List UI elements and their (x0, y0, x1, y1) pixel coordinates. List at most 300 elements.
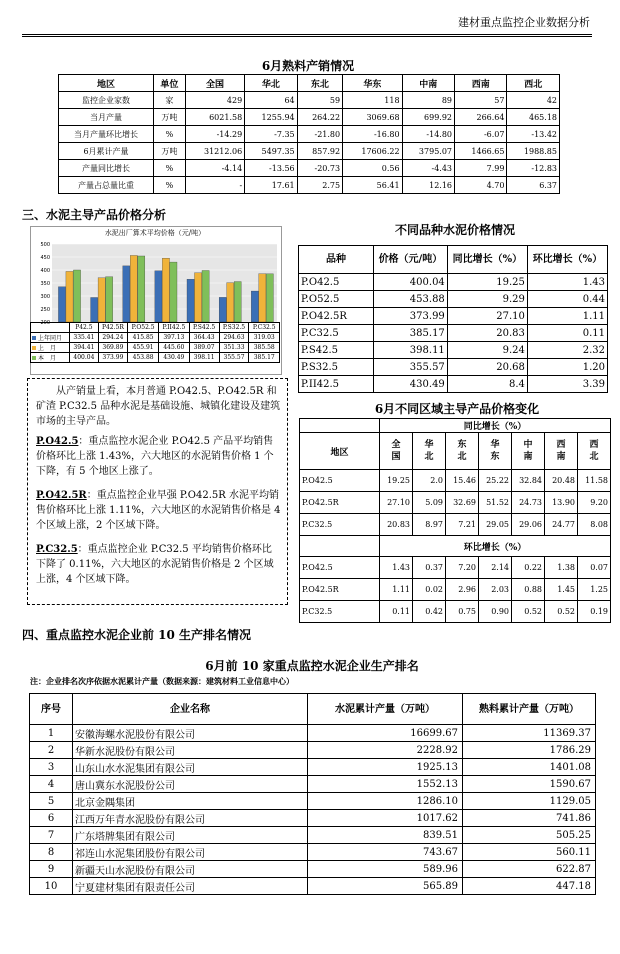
t3-cell: P.O42.5R (300, 579, 380, 601)
table-row (299, 325, 608, 342)
chart-value-cell: 453.88 (128, 353, 159, 363)
chart-value-cell: 373.99 (98, 353, 128, 363)
t3-cell: 0.42 (413, 601, 446, 623)
t1-header-cell: 华东 (343, 75, 402, 92)
t1-cell: 42 (507, 92, 560, 109)
t4-header-cell: 序号 (30, 694, 73, 725)
chart-table-corner (31, 323, 70, 333)
t1-cell: 6021.58 (185, 109, 244, 126)
chart-value-cell: 351.33 (219, 343, 249, 353)
t4-cell: 5 (30, 793, 73, 810)
t3-cell: 25.22 (479, 470, 512, 492)
table-row (59, 143, 560, 160)
t3-empty-cell (300, 536, 380, 557)
t1-cell: 429 (185, 92, 244, 109)
t4-cell: 2228.92 (308, 742, 463, 759)
t3-region-label: 地区 (300, 433, 380, 470)
t3-region-name: 西北 (589, 440, 599, 462)
t3-cell: 0.52 (512, 601, 545, 623)
chart-bar (234, 282, 241, 322)
clinker-table-title: 6月熟料产销情况 (261, 59, 355, 73)
t3-cell: 15.46 (446, 470, 479, 492)
price-chart-title: 水泥出厂算术平均价格（元/吨） (104, 229, 206, 237)
t3-cell: 1.11 (380, 579, 413, 601)
table-row (30, 742, 596, 759)
t1-cell: 1466.65 (455, 143, 507, 160)
chart-bar (73, 270, 80, 322)
note-paragraph-1: 从产销量上看，本月普通 P.O42.5、P.O42.5R 和矿渣 P.C32.5 品种水泥是基础设施、城镇化建设及建筑市场的主导产品。 (36, 386, 281, 427)
t3-cell: 0.88 (512, 579, 545, 601)
chart-bar (130, 255, 137, 322)
t3-cell: 0.02 (413, 579, 446, 601)
series-name: 上年同月 (38, 335, 63, 342)
t3-cell: 1.43 (380, 557, 413, 579)
t4-cell: 山东山水水泥集团有限公司 (73, 759, 308, 776)
t1-cell: 17606.22 (343, 143, 402, 160)
t3-group-label: 同比增长（%） (380, 419, 611, 433)
t3-cell: 0.75 (446, 601, 479, 623)
note-2-label: P.O42.5 (36, 436, 79, 447)
t4-cell: 广东塔牌集团有限公司 (73, 827, 308, 844)
t3-cell: 0.22 (512, 557, 545, 579)
chart-bar (106, 277, 113, 322)
t4-cell: 新疆天山水泥股份有限公司 (73, 861, 308, 878)
t4-cell: 2 (30, 742, 73, 759)
table-row (59, 92, 560, 109)
t3-header-row (300, 433, 611, 470)
table-row (30, 861, 596, 878)
t1-cell: 0.56 (343, 160, 402, 177)
t3-cell: 9.20 (578, 492, 611, 514)
t1-cell: % (154, 126, 186, 143)
chart-value-cell: 319.03 (249, 333, 280, 343)
t2-cell: 19.25 (447, 274, 527, 291)
t4-header-cell: 企业名称 (73, 694, 308, 725)
page-header-title: 建材重点监控企业数据分析 (458, 16, 590, 29)
t4-cell: 9 (30, 861, 73, 878)
chart-bar (162, 258, 169, 322)
chart-value-cell: 397.13 (159, 333, 190, 343)
t3-region-header (512, 433, 545, 470)
t3-cell: 0.37 (413, 557, 446, 579)
table-row (30, 759, 596, 776)
t3-cell: 1.38 (545, 557, 578, 579)
t2-header-cell: 同比增长（%） (447, 246, 527, 274)
t3-cell: 1.25 (578, 579, 611, 601)
chart-bar (187, 279, 194, 322)
regional-price-table-title: 6月不同区域主导产品价格变化 (374, 402, 540, 416)
chart-series-label (31, 343, 70, 353)
t3-empty-cell (300, 419, 380, 433)
t1-cell: 89 (402, 92, 454, 109)
t3-cell: 24.73 (512, 492, 545, 514)
chart-bar (266, 274, 273, 322)
t2-cell: 1.20 (527, 359, 607, 376)
chart-table-row (31, 343, 280, 353)
t4-cell: 505.25 (463, 827, 596, 844)
note-4-text: ：重点监控企业 P.C32.5 平均销售价格环比下降了 0.11%，六大地区的水泥销售价格是 2 个区域上涨，4 个区域下降。 (36, 544, 274, 585)
t3-region-header (479, 433, 512, 470)
t3-cell: P.C32.5 (300, 601, 380, 623)
chart-series-label (31, 353, 70, 363)
chart-bar (155, 271, 162, 322)
t3-cell: 2.0 (413, 470, 446, 492)
ranking-table-note: 注：企业排名次序依据水泥累计产量（数据来源：建筑材料工业信息中心） (30, 676, 294, 686)
t3-region-name: 西南 (556, 440, 566, 462)
t2-cell: P.S42.5 (299, 342, 374, 359)
table-row (30, 878, 596, 895)
t1-cell: -16.80 (343, 126, 402, 143)
table-row (300, 470, 611, 492)
note-paragraph-2 (36, 434, 281, 479)
chart-value-cell: 385.17 (249, 353, 280, 363)
table-row (300, 492, 611, 514)
t1-cell: 万吨 (154, 109, 186, 126)
t4-cell: 1552.13 (308, 776, 463, 793)
chart-bar (219, 297, 226, 322)
t1-cell: 57 (455, 92, 507, 109)
t2-cell: 385.17 (374, 325, 448, 342)
t1-cell: -4.43 (402, 160, 454, 177)
chart-category-label: P.O52.5 (128, 323, 159, 333)
t1-cell: 2.75 (297, 177, 342, 194)
t4-cell: 1401.08 (463, 759, 596, 776)
t3-cell: 20.48 (545, 470, 578, 492)
t4-cell: 华新水泥股份有限公司 (73, 742, 308, 759)
t1-cell: 监控企业家数 (59, 92, 154, 109)
chart-value-cell: 294.63 (219, 333, 249, 343)
t4-cell: 8 (30, 844, 73, 861)
chart-table-row (31, 353, 280, 363)
t2-header-cell: 环比增长（%） (527, 246, 607, 274)
chart-value-cell: 335.41 (70, 333, 98, 343)
t4-cell: 839.51 (308, 827, 463, 844)
chart-table-header-row (31, 323, 280, 333)
t1-cell: 465.18 (507, 109, 560, 126)
t1-cell: 266.64 (455, 109, 507, 126)
t1-cell: 56.41 (343, 177, 402, 194)
note-2-text: ：重点监控水泥企业 P.O42.5 产品平均销售价格环比上涨 1.43%，六大地区的水泥销售价格 1 个下降，有 5 个地区上涨了。 (36, 436, 274, 477)
chart-bar (170, 262, 177, 322)
t3-cell: 19.25 (380, 470, 413, 492)
t1-cell: 7.99 (455, 160, 507, 177)
t2-cell: 9.24 (447, 342, 527, 359)
t3-cell: 29.05 (479, 514, 512, 536)
t2-cell: 3.39 (527, 376, 607, 393)
t2-cell: P.O42.5 (299, 274, 374, 291)
t1-cell: -12.83 (507, 160, 560, 177)
t1-cell: -7.35 (245, 126, 297, 143)
t1-cell: 6月累计产量 (59, 143, 154, 160)
cement-price-table (298, 245, 608, 393)
chart-value-cell: 369.89 (98, 343, 128, 353)
t2-cell: 1.11 (527, 308, 607, 325)
y-tick-label: 400 (40, 268, 50, 274)
t2-cell: 2.32 (527, 342, 607, 359)
t1-cell: 1988.85 (507, 143, 560, 160)
chart-value-cell: 394.41 (70, 343, 98, 353)
section-4-heading: 四、重点监控水泥企业前 10 生产排名情况 (22, 628, 252, 642)
t3-cell: 1.45 (545, 579, 578, 601)
t3-cell: 32.84 (512, 470, 545, 492)
note-paragraph-4 (36, 542, 281, 587)
chart-table-row (31, 333, 280, 343)
t3-cell: 2.14 (479, 557, 512, 579)
t3-region-header (545, 433, 578, 470)
chart-value-cell: 385.58 (249, 343, 280, 353)
chart-bar (138, 256, 145, 322)
table-row (59, 109, 560, 126)
t4-cell: 6 (30, 810, 73, 827)
t3-cell: 2.96 (446, 579, 479, 601)
t3-cell: P.C32.5 (300, 514, 380, 536)
t3-cell: 0.11 (380, 601, 413, 623)
t1-cell: -4.14 (185, 160, 244, 177)
t4-cell: 1 (30, 725, 73, 742)
t2-cell: P.S32.5 (299, 359, 374, 376)
chart-category-label: P.S32.5 (219, 323, 249, 333)
t4-cell: 743.67 (308, 844, 463, 861)
t1-cell: -13.56 (245, 160, 297, 177)
table-row (300, 514, 611, 536)
top10-ranking-table (29, 693, 596, 895)
chart-value-cell: 400.04 (70, 353, 98, 363)
t1-cell: % (154, 160, 186, 177)
t4-cell: 16699.67 (308, 725, 463, 742)
t3-cell: P.O42.5 (300, 557, 380, 579)
t2-cell: 355.57 (374, 359, 448, 376)
t4-cell: 安徽海螺水泥股份有限公司 (73, 725, 308, 742)
t4-cell: 1017.62 (308, 810, 463, 827)
t2-cell: 20.83 (447, 325, 527, 342)
chart-bar (58, 287, 65, 322)
t2-cell: 0.11 (527, 325, 607, 342)
t1-cell: % (154, 177, 186, 194)
chart-bar (98, 278, 105, 322)
chart-value-cell: 415.85 (128, 333, 159, 343)
t4-cell: 565.89 (308, 878, 463, 895)
t2-cell: P.II42.5 (299, 376, 374, 393)
t3-cell: 20.83 (380, 514, 413, 536)
t3-region-name: 华东 (490, 440, 500, 462)
t3-region-name: 中南 (523, 440, 533, 462)
t1-cell: 4.70 (455, 177, 507, 194)
note-paragraph-3 (36, 488, 281, 533)
y-tick-label: 250 (40, 307, 50, 313)
t1-cell: - (185, 177, 244, 194)
t2-cell: P.O42.5R (299, 308, 374, 325)
t1-header-cell: 东北 (297, 75, 342, 92)
t4-cell: 唐山冀东水泥股份公司 (73, 776, 308, 793)
t4-cell: 1590.67 (463, 776, 596, 793)
t4-cell: 4 (30, 776, 73, 793)
t3-cell: 27.10 (380, 492, 413, 514)
t1-cell: 118 (343, 92, 402, 109)
chart-series-label (31, 333, 70, 343)
t1-cell: 59 (297, 92, 342, 109)
chart-category-label: P42.5 (70, 323, 98, 333)
t2-cell: 9.29 (447, 291, 527, 308)
t1-header-cell: 中南 (402, 75, 454, 92)
t2-cell: 27.10 (447, 308, 527, 325)
table-row (30, 810, 596, 827)
t4-cell: 北京金隅集团 (73, 793, 308, 810)
table-row (300, 601, 611, 623)
t3-cell: P.O42.5 (300, 470, 380, 492)
chart-bar (66, 271, 73, 322)
table-row (30, 725, 596, 742)
y-tick-label: 450 (40, 255, 50, 261)
t3-cell: 11.58 (578, 470, 611, 492)
t1-cell: -13.42 (507, 126, 560, 143)
t3-group-label: 环比增长（%） (380, 536, 611, 557)
chart-bar (251, 291, 258, 322)
t4-cell: 10 (30, 878, 73, 895)
t3-cell: 8.08 (578, 514, 611, 536)
t2-cell: 400.04 (374, 274, 448, 291)
t2-header-cell: 品种 (299, 246, 374, 274)
chart-value-cell: 398.11 (189, 353, 219, 363)
t3-region-header (578, 433, 611, 470)
series-name: 上 月 (38, 345, 57, 352)
price-chart-data-table (30, 322, 280, 363)
clinker-production-table (58, 74, 560, 194)
t3-cell: 2.03 (479, 579, 512, 601)
t1-cell: 家 (154, 92, 186, 109)
t1-cell: 万吨 (154, 143, 186, 160)
table-row (299, 308, 608, 325)
chart-value-cell: 355.57 (219, 353, 249, 363)
t4-cell: 589.96 (308, 861, 463, 878)
chart-category-label: P.S42.5 (189, 323, 219, 333)
t3-cell: 0.52 (545, 601, 578, 623)
t1-cell: 264.22 (297, 109, 342, 126)
t4-cell: 1786.29 (463, 742, 596, 759)
chart-value-cell: 430.49 (159, 353, 190, 363)
t3-cell: 0.19 (578, 601, 611, 623)
ranking-table-title: 6月前 10 家重点监控水泥企业生产排名 (205, 659, 419, 673)
t3-cell: P.O42.5R (300, 492, 380, 514)
t1-cell: -20.73 (297, 160, 342, 177)
header-rule-thin (22, 36, 592, 37)
t1-cell: 5497.35 (245, 143, 297, 160)
t3-cell: 13.90 (545, 492, 578, 514)
t3-cell: 0.90 (479, 601, 512, 623)
t3-region-name: 东北 (457, 440, 467, 462)
t1-cell: -14.80 (402, 126, 454, 143)
t3-cell: 51.52 (479, 492, 512, 514)
t1-header-cell: 单位 (154, 75, 186, 92)
note-3-label: P.O42.5R (36, 490, 87, 501)
legend-swatch (32, 336, 36, 340)
t1-cell: 3795.07 (402, 143, 454, 160)
t4-cell: 622.87 (463, 861, 596, 878)
chart-bar (259, 274, 266, 322)
t1-cell: 3069.68 (343, 109, 402, 126)
t2-cell: 20.68 (447, 359, 527, 376)
table-row (30, 793, 596, 810)
table-row (300, 579, 611, 601)
t3-region-header (380, 433, 413, 470)
t2-header-cell: 价格（元/吨） (374, 246, 448, 274)
t1-header-cell: 西北 (507, 75, 560, 92)
t4-cell: 江西万年青水泥股份有限公司 (73, 810, 308, 827)
t4-cell: 447.18 (463, 878, 596, 895)
t3-region-name: 华北 (424, 440, 434, 462)
chart-bar (91, 297, 98, 322)
t1-cell: 17.61 (245, 177, 297, 194)
chart-bar (195, 273, 202, 322)
chart-value-cell: 389.07 (189, 343, 219, 353)
t3-cell: 7.21 (446, 514, 479, 536)
chart-bar (227, 283, 234, 322)
table-row (299, 274, 608, 291)
t3-cell: 29.06 (512, 514, 545, 536)
legend-swatch (32, 356, 36, 360)
legend-swatch (32, 346, 36, 350)
table-row (30, 776, 596, 793)
note-3-text: ：重点监控企业早强 P.O42.5R 水泥平均销售价格环比上涨 1.11%，六大地区的水泥销售价格是 4 个区域上涨，2 个区域下降。 (36, 490, 281, 531)
chart-bar (202, 270, 209, 322)
t4-cell: 741.86 (463, 810, 596, 827)
header-rule (22, 34, 592, 35)
t4-cell: 7 (30, 827, 73, 844)
chart-category-label: P.II42.5 (159, 323, 190, 333)
t1-cell: 产量占总量比重 (59, 177, 154, 194)
table-row (30, 827, 596, 844)
table-row (299, 376, 608, 393)
t1-header-cell: 全国 (185, 75, 244, 92)
t3-cell: 7.20 (446, 557, 479, 579)
table-row (299, 342, 608, 359)
t1-header-cell: 西南 (455, 75, 507, 92)
y-tick-label: 350 (40, 281, 50, 287)
t4-cell: 3 (30, 759, 73, 776)
t2-cell: 373.99 (374, 308, 448, 325)
t3-cell: 8.97 (413, 514, 446, 536)
cement-price-table-title: 不同品种水泥价格情况 (394, 223, 515, 237)
t1-cell: 1255.94 (245, 109, 297, 126)
t3-cell: 32.69 (446, 492, 479, 514)
t2-cell: 8.4 (447, 376, 527, 393)
t4-cell: 11369.37 (463, 725, 596, 742)
t3-region-header (446, 433, 479, 470)
table-row (300, 557, 611, 579)
y-tick-label: 200 (40, 320, 50, 324)
t1-cell: 当月产量环比增长 (59, 126, 154, 143)
series-name: 本 月 (38, 355, 57, 362)
t4-cell: 祁连山水泥集团股份有限公司 (73, 844, 308, 861)
t1-cell: 699.92 (402, 109, 454, 126)
chart-value-cell: 294.24 (98, 333, 128, 343)
chart-category-label: P42.5R (98, 323, 128, 333)
note-4-label: P.C32.5 (36, 544, 78, 555)
t4-cell: 560.11 (463, 844, 596, 861)
t3-region-header (413, 433, 446, 470)
t1-cell: 64 (245, 92, 297, 109)
t3-group-row (300, 419, 611, 433)
regional-price-table (299, 418, 611, 623)
table-row (59, 160, 560, 177)
t3-cell: 0.07 (578, 557, 611, 579)
section-3-heading: 三、水泥主导产品价格分析 (22, 208, 167, 222)
t1-cell: 12.16 (402, 177, 454, 194)
t1-cell: 31212.06 (185, 143, 244, 160)
t1-cell: 857.92 (297, 143, 342, 160)
t4-cell: 宁夏建材集团有限责任公司 (73, 878, 308, 895)
chart-value-cell: 455.91 (128, 343, 159, 353)
table-row (59, 126, 560, 143)
